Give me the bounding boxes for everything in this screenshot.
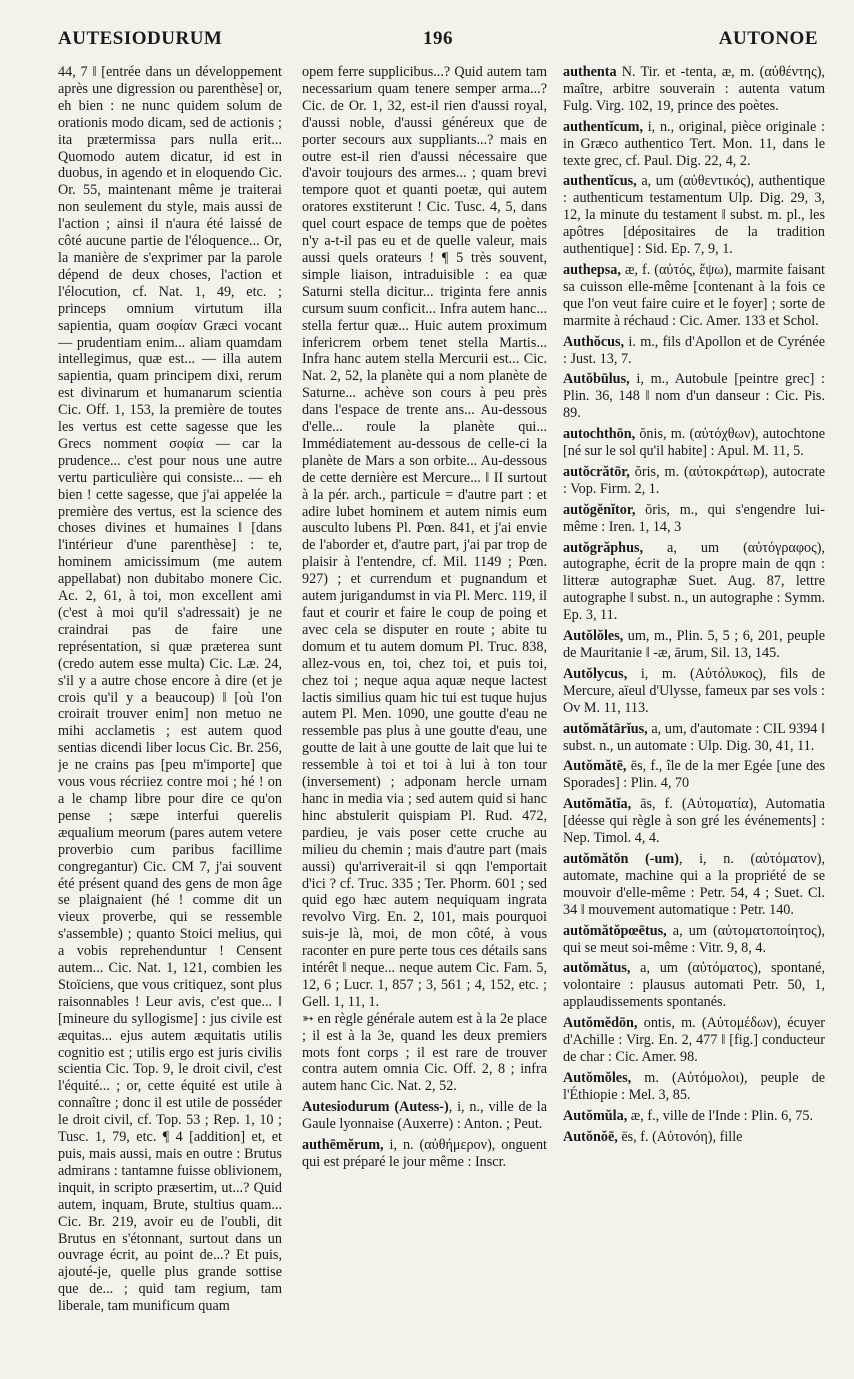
column-right	[563, 64, 825, 1369]
entry: autŏmătŏpœētus, a, um (αὐτοματοποίητος), qui se meut soi-même : Vitr. 9, 8, 4.	[563, 922, 825, 956]
entry-authemerum: authēmĕrum, i, n. (αὐθήμερον), onguent qui est préparé le jour même : Inscr.	[302, 1137, 547, 1170]
page-number: 196	[423, 28, 453, 49]
entry: autŏgrăphus, a, um (αὐτόγραφος), autographe, écrit de la propre main de qqn : litteræ autographæ Suet. Aug. 87, lettre autographe ‖ subst. n., un autographe : Symm. Ep. 3, 11.	[563, 539, 825, 624]
entry: authenta N. Tir. et -tenta, æ, m. (αὐθέντης), maître, arbitre souverain : autenta vatum Fulg. Virg. 102, 19, prince des poètes.	[563, 64, 825, 114]
entry-continuation: 44, 7 ‖ [entrée dans un développement après une digression ou parenthèse] or, eh bien : ne nunc quidem solum de orationis modo dicam, sed de actionis ; ita prætermissa pars nulla erit... Quomodo autem dicatur, id est in duobus, in agendo et in eloquendo Cic. Or. 55, maintenant même je traiterai non seulement du style, mais aussi de l'action ; ainsi il n'aura été laissé de côté aucune partie de l'éloquence... Or, la manière de s'exprimer par la parole dépend de deux choses, l'action et l'élocution, cf. Nat. 1, 49, etc. ; princeps omnium virtutum illa sapientia, quam σοφίαν Græci vocant — prudentiam enim... aliam quamdam intellegimus, quæ est... — illa autem sapientia, quam principem dixi, rerum est divinarum et humanarum scientia Cic. Off. 1, 153, la première de toutes les vertus est cette sagesse que les Grecs nomment σοφία — car la prudence... c'est pour nous une autre vertu particulière qui consiste... — eh bien ! cette sagesse, que j'ai appelée la première des vertus, est la science des choses divines et humaines ‖ [dans l'intérieur d'une parenthèse] : te, hominem amicissimum (me autem appellabat) non dubitabo monere Cic. Ac. 2, 61, à toi, mon excellent ami (c'est à moi qu'il s'adressait) je ne craindrai pas de faire une représentation, si quæ præterea sunt (credo autem esse multa) Cic. Læ. 24, s'il y a autre chose encore à dire (et je crois qu'il y a beaucoup) ‖ [où l'on croirait trouver enim] non metuo ne mihi acclametis ; est autem quod sentias dicendi liber locus Cic. Br. 256, je ne crains pas [peu m'importe] que vous vous récriiez contre moi ; hé ! on a le champ libre pour dire ce qu'on pense ; sæpe interfui querelis æqualium meorum (pares autem vetere proverbio cum paribus facillime congregantur) Cic. CM 7, j'ai souvent été présent quand des gens de mon âge se plaignaient (hé ! comme dit un vieux proverbe, qui se ressemble s'assemble) ; quanto Stoici melius, qui a vobis reprehenduntur ! Censent autem... Cic. Nat. 1, 121, combien les Stoïciens, que vous critiquez, sont plus raisonnables ! Leur avis, c'est que... ‖ [mineure du syllogisme] : jus civile est æquitas... ejus autem æquitatis utilis cognitio est ; utilis ergo est juris civilis scientia Cic. Top. 9, le droit civil, c'est l'équité... ; or, cette équité est utile à connaître ; donc il est utile de posséder le droit civil, cf. Top. 53 ; Rep. 1, 10 ; Tusc. 1, 79, etc. ¶ 4 [addition] et, et puis, mais aussi, mais en outre : Brutus admirans : tantamne fuisse oblivionem, inquit, in scripto præsertim, ut...? Quid autem, inquam, Brute, stultius quam... Cic. Br. 219, avoir eu de l'oubli, dit Brutus en s'étonnant, surtout dans un ouvrage écrit, au point de...? Et puis, ajouté-je, quelle plus grande sottise que de... ; quid tam regium, tam liberale, tam munificum quam	[58, 64, 282, 1315]
entry: authentĭcum, i, n., original, pièce originale : in Græco authentico Tert. Mon. 11, dans le texte grec, cf. Paul. Dig. 22, 4, 2.	[563, 118, 825, 169]
entry-continuation: opem ferre supplicibus...? Quid autem tam necessarium quam tenere semper arma...? Cic. de Or. 1, 32, est-il rien d'aussi royal, d'aussi noble, d'aussi généreux que de porter secours aux suppliants...? mais en outre est-il rien d'aussi nécessaire que d'avoir toujours des armes... ; quam brevi tempore quot et quanti poetæ, qui autem oratores exstiterunt ! Cic. Tusc. 4, 5, dans quel court espace de temps que de poètes n'y a-t-il pas eu et de quelle valeur, mais aussi quels orateurs ! ¶ 5 très souvent, simple liaison, intraduisible : ea quæ Saturni stella dicitur... triginta fere annis cursum suum conficit... Infra autem hanc... stella fertur quæ... Huic autem proximum infericrem orbem tenet stella Martis... Infra hanc autem stella Mercurii est... Cic. Nat. 2, 52, la planète qui a nom planète de Saturne... achève son cours à peu près dans l'espace de trente ans... Au-dessous d'elle... roule la planète qui... Immédiatement au-dessous de celle-ci la planète de Mars a son orbite... Au-dessous de cette dernière est Mercure... ‖ II surtout à la pér. arch., particule = d'autre part : et adire lubet hominem et autem nimis eum ausculto lubens Pl. Pœn. 841, et j'ai envie de l'aborder et, d'autre part, j'ai par trop de plaisir à l'entendre, cf. Mil. 1149 ; Pœn. 927) ; et currendum et pugnandum et autem jurigandumst in via Pl. Merc. 119, il faut et courir et faire le coup de poing et avec cela se disputer en route ; abite tu domum et tu autem domum Pl. Truc. 838, allez-vous en, toi, chez toi, et puis toi, chez toi ; neque aqua aquæ neque lactest lactis similius quam hic tui est tuque hujus autem Pl. Men. 1090, une goutte d'eau ne ressemble pas plus à une goutte d'eau, une goutte de lait à une goutte de lait que lui te ressemble à toi et toi à lui à ton tour (inversement) ; adponam hercle urnam hanc in media via ; sed autem quid si hanc hinc abstulerit quispiam Pl. Rud. 472, pardieu, je vais poser cette cruche au milieu du chemin ; mais d'autre part (mais aussi) qu'arriverait-il si qqn l'emportait d'ici ? cf. Truc. 335 ; Ter. Phorm. 601 ; sed quid ego hæc autem nequiquam ingrata revolvo Virg. En. 2, 101, mais pourquoi suis-je là, moi, de mon côté, à vous raconter en pure perte tous ces détails sans intérêt ‖ neque... neque autem Cic. Fam. 5, 12, 6 ; Lucr. 1, 857 ; 3, 561 ; 4, 152, etc. ; Gell. 1, 11, 1.	[302, 64, 547, 1010]
entry: Autŏmătĭa, ās, f. (Αὐτοματία), Automatia [déesse qui règle à son gré les événements] : Nep. Timol. 4, 4.	[563, 796, 825, 847]
usage-note: ➳ en règle générale autem est à la 2e place ; il est à la 3e, quand les deux premiers mots font corps ; il est rare de trouver contra autem omnia Cic. Off. 2, 8 ; infra autem hanc Cic. Nat. 2, 52.	[302, 1010, 547, 1095]
entry: Autŏlycus, i, m. (Αὐτόλυκος), fils de Mercure, aïeul d'Ulysse, fameux par ses vols : Ov M. 11, 113.	[563, 665, 825, 716]
entry: authentĭcus, a, um (αὐθεντικός), authentique : authenticum testamentum Ulp. Dig. 29, 3, 12, la minute du testament ‖ subst. m. pl., les apôtres [dépositaires de la tradition authentique] : Sid. Ep. 7, 9, 1.	[563, 173, 825, 258]
entry: autŏgĕnĭtor, ŏris, m., qui s'engendre lui-même : Iren. 1, 14, 3	[563, 501, 825, 535]
entry: autŏmătārĭus, a, um, d'automate : CIL 9394 ‖ subst. n., un automate : Ulp. Dig. 30, 41, 11.	[563, 720, 825, 754]
header-last-entry: AUTONOE	[718, 28, 818, 49]
header-first-entry: AUTESIODURUM	[58, 28, 223, 49]
entry: Autŏmŏles, m. (Αὐτόμολοι), peuple de l'Éthiopie : Mel. 3, 85.	[563, 1069, 825, 1103]
column-left	[58, 64, 282, 1369]
entry: Autŏmĕdōn, ontis, m. (Αὐτομέδων), écuyer d'Achille : Virg. En. 2, 477 ‖ [fig.] conducteur de char : Cic. Amer. 98.	[563, 1015, 825, 1065]
column-middle	[302, 64, 547, 1369]
entry: autŏcrătōr, ŏris, m. (αὐτοκράτωρ), autocrate : Vop. Firm. 2, 1.	[563, 463, 825, 497]
entry: Autŏmŭla, æ, f., ville de l'Inde : Plin. 6, 75.	[563, 1107, 814, 1124]
entry: Autŏnŏē, ēs, f. (Αὐτονόη), fille	[563, 1128, 743, 1145]
entry: autŏmătŏn (-um), i, n. (αὐτόματον), automate, machine qui a la propriété de se mouvoir d'elle-même : Petr. 54, 4 ; Suet. Cl. 34 ‖ mouvement automatique : Petr. 140.	[563, 850, 825, 918]
entry: authepsa, æ, f. (αὐτός, ἕψω), marmite faisant sa cuisson elle-même [contenant à la fois ce que l'on veut faire cuire et le foyer] ; sorte de marmite à réchaud : Cic. Amer. 133 et Schol.	[563, 261, 825, 329]
entry-autesiodurum: Autesiodurum (Autess-), i, n., ville de la Gaule lyonnaise (Auxerre) : Anton. ; Peut.	[302, 1099, 547, 1133]
entry: Autŏmătē, ēs, f., île de la mer Egée [une des Sporades] : Plin. 4, 70	[563, 758, 825, 792]
entry: Autŏlŏles, um, m., Plin. 5, 5 ; 6, 201, peuple de Mauritanie ‖ -æ, ārum, Sil. 13, 145.	[563, 628, 825, 661]
entry: Authŏcus, i. m., fils d'Apollon et de Cyrénée : Just. 13, 7.	[563, 333, 825, 367]
entry: Autŏbūlus, i, m., Autobule [peintre grec] : Plin. 36, 148 ‖ nom d'un danseur : Cic. Pis. 89.	[563, 371, 825, 422]
entry: autŏmătus, a, um (αὐτόματος), spontané, volontaire : plausus automati Petr. 50, 1, applaudissements spontanés.	[563, 960, 825, 1011]
running-header	[58, 28, 818, 52]
entry: autochthōn, ŏnis, m. (αὐτόχθων), autochtone [né sur le sol qu'il habite] : Apul. M. 11, 5.	[563, 426, 825, 460]
